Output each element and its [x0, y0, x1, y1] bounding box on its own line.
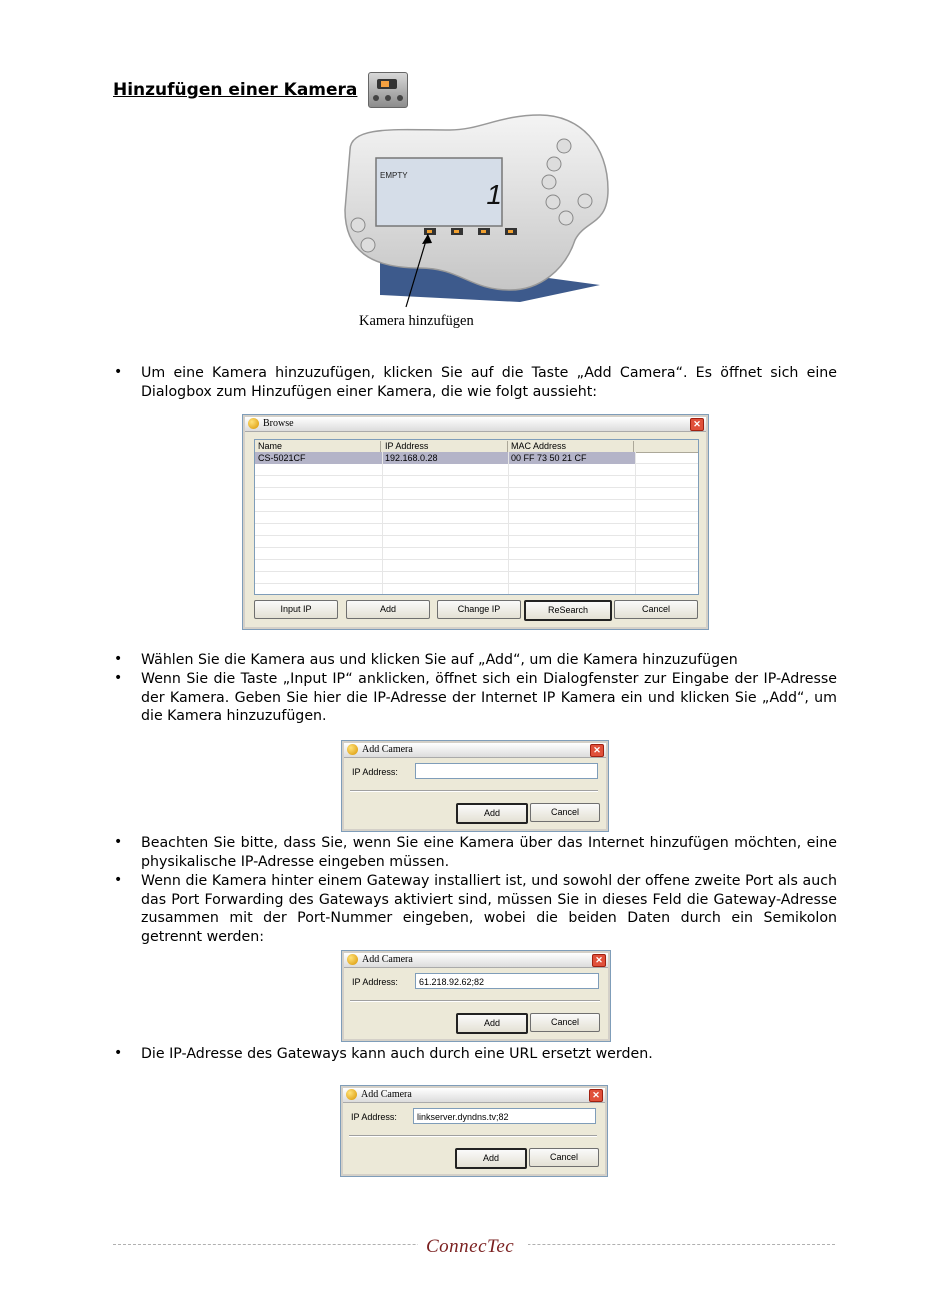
research-button[interactable]: ReSearch [524, 600, 612, 621]
input-ip-button[interactable]: Input IP [254, 600, 338, 619]
cell-ip: 192.168.0.28 [385, 453, 438, 463]
column-divider [635, 452, 636, 594]
close-icon[interactable]: ✕ [592, 954, 606, 967]
divider [349, 1135, 597, 1137]
column-divider [382, 452, 383, 594]
dialog-titlebar [343, 1088, 605, 1103]
column-ip-address[interactable]: IP Address [385, 441, 508, 452]
app-icon [346, 1089, 357, 1100]
camera-table [254, 439, 699, 595]
paragraph-3: Wenn Sie die Taste „Input IP“ anklicken, öffnet sich ein Dialogfenster zur Eingabe der IP-Adresse der Kamera. Geben Sie hier die IP-Adresse der Internet IP Kamera ein und klicken Sie „Add“, um die Kamera hinzuzufügen. [141, 671, 837, 724]
app-icon [347, 744, 358, 755]
change-ip-button[interactable]: Change IP [437, 600, 521, 619]
logo-text: ConnecTec [426, 1236, 515, 1257]
close-icon[interactable]: ✕ [590, 744, 604, 757]
add-button[interactable]: Add [456, 803, 528, 824]
bullet-2: • [114, 651, 123, 667]
ip-address-input[interactable]: linkserver.dyndns.tv;82 [413, 1108, 596, 1124]
ip-address-label: IP Address: [352, 767, 398, 777]
add-camera-dialog-empty [341, 740, 609, 832]
bullet-5: • [114, 872, 123, 888]
divider [350, 1000, 600, 1002]
cancel-button[interactable]: Cancel [614, 600, 698, 619]
ip-address-label: IP Address: [352, 977, 398, 987]
column-mac-address[interactable]: MAC Address [511, 441, 634, 452]
column-divider [508, 452, 509, 594]
close-icon[interactable]: ✕ [690, 418, 704, 431]
dialog-title: Add Camera [362, 954, 413, 965]
browse-title: Browse [263, 418, 294, 429]
cell-mac: 00 FF 73 50 21 CF [511, 453, 587, 463]
paragraph-1: Um eine Kamera hinzuzufügen, klicken Sie auf die Taste „Add Camera“. Es öffnet sich eine Dialogbox zum Hinzufügen einer Kamera, die wie folgt aussieht: [141, 365, 837, 400]
channel-number: 1 [486, 179, 502, 210]
dialog-titlebar [344, 743, 606, 758]
cancel-button[interactable]: Cancel [530, 1013, 600, 1032]
bullet-3: • [114, 670, 123, 686]
add-camera-toolbar-icon [368, 72, 408, 108]
close-icon[interactable]: ✕ [589, 1089, 603, 1102]
screen-empty-label: EMPTY [380, 171, 408, 180]
browse-titlebar [245, 417, 706, 432]
add-camera-dialog-url [340, 1085, 608, 1177]
ip-address-input[interactable] [415, 763, 598, 779]
dialog-titlebar [344, 953, 608, 968]
browse-dialog [242, 414, 709, 630]
bullet-4: • [114, 834, 123, 850]
camera-app-shape [340, 110, 612, 308]
app-icon [347, 954, 358, 965]
app-icon [248, 418, 259, 429]
bullet-1: • [114, 364, 123, 380]
figure-caption: Kamera hinzufügen [359, 313, 474, 329]
add-button[interactable]: Add [455, 1148, 527, 1169]
ip-address-label: IP Address: [351, 1112, 397, 1122]
divider [350, 790, 598, 792]
page-title: Hinzufügen einer Kamera [113, 80, 358, 100]
add-camera-dialog-gateway [341, 950, 611, 1042]
table-row[interactable] [255, 452, 635, 464]
cancel-button[interactable]: Cancel [530, 803, 600, 822]
paragraph-5: Wenn die Kamera hinter einem Gateway installiert ist, und sowohl der offene zweite Port als auch das Port Forwarding des Gateways aktiviert sind, müssen Sie in dieses Feld die Gateway-Adresse zusammen mit der Port-Nummer eingeben, wobei die beiden Daten durch ein Semikolon getrennt werden: [141, 873, 837, 945]
ip-address-input[interactable]: 61.218.92.62;82 [415, 973, 599, 989]
add-button[interactable]: Add [346, 600, 430, 619]
dialog-title: Add Camera [362, 744, 413, 755]
cancel-button[interactable]: Cancel [529, 1148, 599, 1167]
column-name[interactable]: Name [258, 441, 381, 452]
cell-name: CS-5021CF [258, 453, 306, 463]
dialog-title: Add Camera [361, 1089, 412, 1100]
bullet-6: • [114, 1045, 123, 1061]
add-button[interactable]: Add [456, 1013, 528, 1034]
paragraph-2: Wählen Sie die Kamera aus und klicken Sie auf „Add“, um die Kamera hinzuzufügen [141, 652, 738, 668]
paragraph-4: Beachten Sie bitte, dass Sie, wenn Sie eine Kamera über das Internet hinzufügen möchten, eine physikalische IP-Adresse eingeben müssen. [141, 835, 837, 870]
paragraph-6: Die IP-Adresse des Gateways kann auch durch eine URL ersetzt werden. [141, 1046, 653, 1062]
company-logo [418, 1226, 528, 1274]
camera-app-screenshot [340, 110, 612, 308]
